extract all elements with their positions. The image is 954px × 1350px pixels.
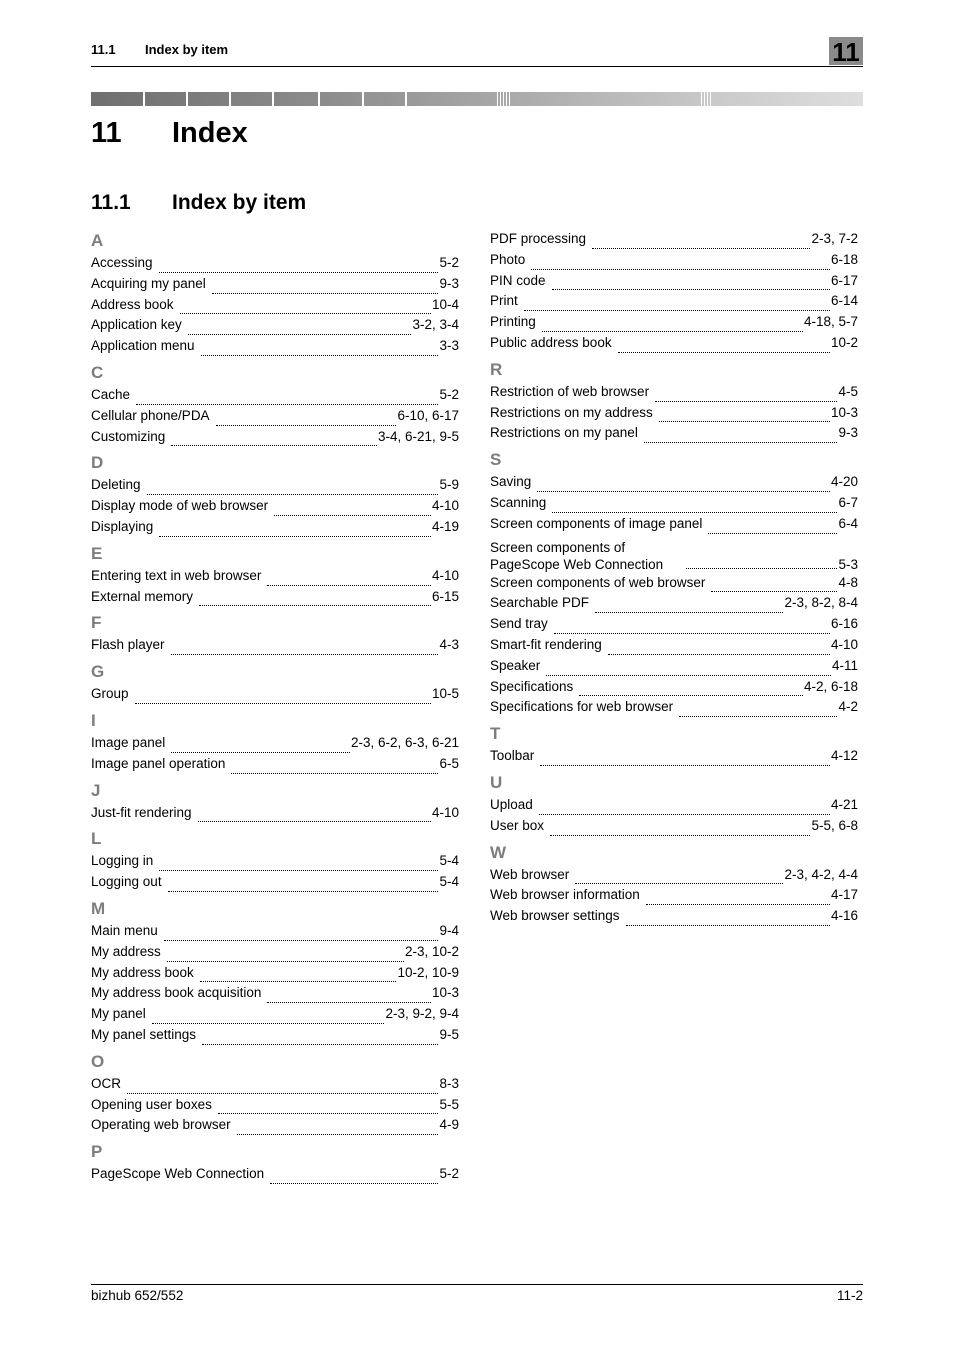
index-pages: 10-3 — [830, 404, 858, 420]
index-entry — [91, 427, 459, 448]
index-entry — [91, 684, 459, 705]
index-letter: I — [91, 710, 96, 730]
index-entry — [490, 382, 858, 403]
index-entry — [490, 593, 858, 614]
index-term: Just-fit rendering — [91, 804, 192, 820]
index-term: My panel settings — [91, 1026, 197, 1042]
dot-leader — [159, 260, 439, 273]
dot-leader — [592, 236, 810, 249]
index-letter: U — [490, 772, 503, 792]
dot-leader — [579, 683, 803, 696]
index-letter: C — [91, 362, 104, 382]
dot-leader — [537, 479, 830, 492]
index-pages: 4-2, 6-18 — [803, 678, 858, 694]
dot-leader — [267, 573, 431, 586]
index-pages: 10-2 — [830, 334, 858, 350]
dot-leader — [524, 298, 830, 311]
index-letter: J — [91, 780, 101, 800]
index-pages: 6-5 — [439, 755, 459, 771]
index-entry — [490, 906, 858, 927]
index-pages: 3-4, 6-21, 9-5 — [377, 428, 459, 444]
index-pages: 5-5 — [439, 1096, 459, 1112]
index-pages: 5-5, 6-8 — [811, 817, 858, 833]
chapter-badge: 11 — [829, 37, 863, 65]
index-term: Screen components of image panel — [490, 515, 703, 531]
dot-leader — [201, 343, 439, 356]
index-group — [91, 361, 459, 447]
index-term: Send tray — [490, 616, 548, 632]
dot-leader — [550, 823, 810, 836]
dot-leader — [237, 1122, 439, 1135]
index-pages: 9-3 — [838, 425, 858, 441]
index-term: Entering text in web browser — [91, 567, 262, 583]
index-entry — [490, 656, 858, 677]
index-entry — [91, 406, 459, 427]
dot-leader — [546, 663, 831, 676]
index-pages: 4-10 — [830, 636, 858, 652]
dot-leader — [167, 949, 404, 962]
index-pages: 4-18, 5-7 — [803, 314, 858, 330]
index-pages: 2-3, 8-2, 8-4 — [784, 595, 858, 611]
index-pages: 6-7 — [838, 494, 858, 510]
section-number: 11.1 — [91, 191, 131, 214]
index-term: Print — [490, 293, 518, 309]
index-pages: 4-3 — [439, 637, 459, 653]
index-pages: 2-3, 6-2, 6-3, 6-21 — [350, 734, 459, 750]
dot-leader — [575, 871, 783, 884]
dot-leader — [171, 740, 350, 753]
index-entry — [91, 253, 459, 274]
index-term: Searchable PDF — [490, 595, 590, 611]
index-entry — [91, 983, 459, 1004]
dot-leader — [199, 593, 431, 606]
index-term: Flash player — [91, 637, 165, 653]
index-column-right — [490, 229, 858, 931]
index-term: Screen components of web browser — [490, 574, 706, 590]
dot-leader — [686, 556, 837, 569]
index-letter: F — [91, 613, 102, 633]
index-entry — [91, 1004, 459, 1025]
index-entry — [490, 493, 858, 514]
dot-leader — [270, 1171, 438, 1184]
index-pages: 5-2 — [439, 255, 459, 270]
index-entry — [91, 1074, 459, 1095]
index-pages: 6-17 — [830, 272, 858, 288]
index-pages: 4-16 — [830, 908, 858, 924]
index-term: Group — [91, 686, 129, 702]
index-pages: 5-4 — [439, 874, 459, 890]
dot-leader — [200, 969, 397, 982]
index-pages: 10-2, 10-9 — [397, 964, 459, 980]
dot-leader — [212, 281, 439, 294]
index-pages: 4-8 — [838, 574, 858, 590]
index-group — [91, 611, 459, 656]
index-pages: 4-10 — [431, 804, 459, 820]
index-term: Web browser settings — [490, 908, 620, 924]
index-entry — [91, 385, 459, 406]
index-group — [490, 722, 858, 767]
index-entry — [490, 229, 858, 250]
index-entry — [91, 942, 459, 963]
index-entry — [490, 250, 858, 271]
index-pages: 5-4 — [439, 853, 459, 869]
index-term: Web browser information — [490, 887, 640, 903]
index-entry — [91, 1025, 459, 1046]
index-letter: D — [91, 453, 104, 473]
index-term: PDF processing — [490, 231, 587, 246]
index-entry — [490, 403, 858, 424]
index-pages: 9-3 — [439, 275, 459, 291]
dot-leader — [540, 753, 830, 766]
dot-leader — [127, 1081, 438, 1094]
chapter-number: 11 — [91, 117, 122, 149]
index-term: Customizing — [91, 428, 166, 444]
index-pages: 4-20 — [830, 474, 858, 490]
index-entry — [91, 872, 459, 893]
header-section-number: 11.1 — [91, 42, 116, 57]
index-term: Image panel operation — [91, 755, 226, 771]
index-term: Opening user boxes — [91, 1096, 212, 1112]
index-entry — [91, 963, 459, 984]
index-term: Deleting — [91, 477, 141, 493]
index-entry — [490, 423, 858, 444]
index-entry — [490, 312, 858, 333]
index-term: Specifications — [490, 678, 574, 694]
footer-page-number: 11-2 — [836, 1288, 863, 1303]
dot-leader — [159, 858, 438, 871]
index-pages: 2-3, 7-2 — [811, 231, 858, 246]
index-letter: E — [91, 543, 103, 563]
index-term: Photo — [490, 251, 526, 267]
index-pages: 10-4 — [431, 296, 459, 312]
dot-leader — [231, 761, 438, 774]
index-term: Application key — [91, 317, 182, 333]
index-pages: 8-3 — [439, 1075, 459, 1091]
index-entry — [91, 803, 459, 824]
index-pages: 2-3, 10-2 — [404, 943, 459, 959]
index-pages: 10-3 — [431, 985, 459, 1001]
dot-leader — [164, 928, 439, 941]
index-letter: R — [490, 359, 503, 379]
index-entry — [91, 336, 459, 357]
index-term: Specifications for web browser — [490, 699, 674, 715]
index-group — [490, 358, 858, 444]
index-entry — [490, 816, 858, 837]
dot-leader — [644, 430, 838, 443]
index-group — [91, 229, 459, 357]
index-entry — [490, 535, 858, 573]
index-pages: 10-5 — [431, 686, 459, 702]
index-pages: 4-5 — [838, 383, 858, 399]
dot-leader — [147, 482, 439, 495]
index-entry — [490, 865, 858, 886]
index-group — [91, 827, 459, 893]
index-pages: 4-12 — [830, 748, 858, 764]
index-term: Application menu — [91, 338, 195, 354]
dot-leader — [135, 691, 431, 704]
index-term: Logging out — [91, 874, 162, 890]
dot-leader — [708, 521, 837, 534]
index-entry — [91, 1095, 459, 1116]
index-entry — [490, 635, 858, 656]
index-pages: 4-10 — [431, 498, 459, 514]
index-pages: 4-11 — [831, 657, 858, 673]
index-term: Image panel — [91, 734, 166, 750]
index-letter: M — [91, 898, 106, 918]
index-pages: 4-9 — [439, 1117, 459, 1133]
index-term: Accessing — [91, 255, 153, 270]
dot-leader — [554, 621, 830, 634]
dot-leader — [626, 913, 830, 926]
index-term: Restrictions on my address — [490, 404, 653, 420]
index-term: User box — [490, 817, 545, 833]
index-term: Address book — [91, 296, 174, 312]
dot-leader — [595, 600, 783, 613]
index-group — [91, 451, 459, 537]
running-header — [91, 37, 863, 67]
index-entry — [490, 677, 858, 698]
index-entry — [91, 475, 459, 496]
index-letter: A — [91, 231, 104, 250]
index-entry — [91, 1164, 459, 1185]
index-letter: G — [91, 662, 105, 682]
index-group — [91, 1050, 459, 1136]
index-entry — [490, 697, 858, 718]
index-term: PageScope Web Connection — [91, 1166, 265, 1182]
index-pages: 5-2 — [439, 386, 459, 402]
dot-leader — [216, 413, 397, 426]
dot-leader — [171, 642, 439, 655]
index-entry — [490, 795, 858, 816]
dot-leader — [218, 1101, 439, 1114]
dot-leader — [552, 500, 837, 513]
index-pages: 2-3, 9-2, 9-4 — [385, 1006, 459, 1022]
index-entry — [490, 333, 858, 354]
index-entry — [490, 291, 858, 312]
dot-leader — [531, 257, 830, 270]
index-group — [91, 779, 459, 824]
index-term: Toolbar — [490, 748, 535, 764]
index-entry — [490, 614, 858, 635]
index-term: My panel — [91, 1006, 146, 1022]
index-pages: 4-19 — [431, 518, 459, 534]
index-term: Cache — [91, 386, 131, 402]
index-term: Displaying — [91, 518, 154, 534]
index-entry — [91, 587, 459, 608]
index-term: Logging in — [91, 853, 154, 869]
index-term: Speaker — [490, 657, 541, 673]
index-pages: 6-4 — [838, 515, 858, 531]
index-entry — [91, 733, 459, 754]
index-entry — [91, 851, 459, 872]
index-term: Operating web browser — [91, 1117, 231, 1133]
index-group — [91, 709, 459, 775]
index-entry — [91, 1115, 459, 1136]
dot-leader — [136, 392, 438, 405]
index-term: Display mode of web browser — [91, 498, 269, 514]
dot-leader — [655, 389, 837, 402]
index-pages: 4-17 — [830, 887, 858, 903]
dot-leader — [274, 503, 431, 516]
index-letter: O — [91, 1051, 105, 1071]
index-pages: 5-2 — [439, 1166, 459, 1182]
index-term: Web browser — [490, 866, 570, 882]
index-term: Screen components of PageScope Web Connection — [490, 539, 664, 572]
dot-leader — [711, 579, 837, 592]
index-entry — [91, 295, 459, 316]
index-pages: 6-18 — [830, 251, 858, 267]
dot-leader — [171, 433, 377, 446]
index-letter: L — [91, 829, 102, 849]
index-pages: 3-3 — [439, 338, 459, 354]
index-group — [91, 660, 459, 705]
index-entry — [490, 746, 858, 767]
index-entry — [490, 573, 858, 594]
index-letter: P — [91, 1142, 103, 1162]
index-term: My address — [91, 943, 161, 959]
dot-leader — [539, 802, 830, 815]
dot-leader — [659, 409, 830, 422]
index-group — [490, 771, 858, 837]
index-term: Saving — [490, 474, 532, 490]
index-entry — [91, 566, 459, 587]
dot-leader — [180, 301, 431, 314]
footer-product: bizhub 652/552 — [91, 1288, 184, 1303]
dot-leader — [202, 1032, 438, 1045]
dot-leader — [608, 642, 830, 655]
index-term: My address book acquisition — [91, 985, 262, 1001]
index-term: My address book — [91, 964, 194, 980]
index-pages: 4-21 — [830, 796, 858, 812]
dot-leader — [267, 990, 431, 1003]
dot-leader — [552, 277, 830, 290]
index-pages: 6-14 — [830, 293, 858, 309]
index-term: Main menu — [91, 922, 158, 938]
index-pages: 4-10 — [431, 567, 459, 583]
section-title: Index by item — [172, 191, 307, 214]
index-group — [91, 542, 459, 608]
dot-leader — [188, 322, 412, 335]
index-term: External memory — [91, 588, 194, 604]
index-entry — [91, 754, 459, 775]
dot-leader — [618, 340, 830, 353]
index-entry — [91, 315, 459, 336]
index-term: PIN code — [490, 272, 546, 288]
index-term: Acquiring my panel — [91, 275, 206, 291]
dot-leader — [646, 892, 830, 905]
index-term: Printing — [490, 314, 536, 330]
index-pages: 6-16 — [830, 616, 858, 632]
index-term: Cellular phone/PDA — [91, 407, 210, 423]
index-entry — [91, 635, 459, 656]
index-pages: 5-3 — [838, 556, 858, 572]
dot-leader — [159, 524, 431, 537]
index-entry — [490, 885, 858, 906]
index-term: Public address book — [490, 334, 612, 350]
index-letter: S — [490, 450, 502, 470]
index-letter: T — [490, 724, 501, 744]
dot-leader — [198, 809, 431, 822]
index-term: Restrictions on my panel — [490, 425, 638, 441]
index-letter: W — [490, 842, 507, 862]
index-entry — [91, 517, 459, 538]
index-term: Smart-fit rendering — [490, 636, 602, 652]
index-term: Restriction of web browser — [490, 383, 650, 399]
decorative-band — [91, 92, 863, 106]
index-term: Scanning — [490, 494, 547, 510]
header-section-title: Index by item — [145, 42, 229, 57]
index-group — [91, 1140, 459, 1185]
index-pages: 4-2 — [838, 699, 858, 715]
index-entry — [490, 514, 858, 535]
index-pages: 5-9 — [439, 477, 459, 493]
index-column-left — [91, 229, 459, 1189]
index-term: Upload — [490, 796, 533, 812]
index-pages: 6-15 — [431, 588, 459, 604]
index-entry — [91, 921, 459, 942]
index-entry — [91, 496, 459, 517]
index-pages: 3-2, 3-4 — [412, 317, 459, 333]
index-pages: 6-10, 6-17 — [397, 407, 459, 423]
index-entry — [490, 271, 858, 292]
dot-leader — [152, 1011, 385, 1024]
index-term: OCR — [91, 1075, 121, 1091]
dot-leader — [679, 704, 837, 717]
chapter-title: Index — [172, 117, 248, 149]
index-group — [91, 897, 459, 1046]
dot-leader — [542, 319, 803, 332]
index-entry — [490, 472, 858, 493]
index-pages: 9-4 — [439, 922, 459, 938]
index-group — [490, 448, 858, 718]
index-entry — [91, 274, 459, 295]
dot-leader — [168, 879, 439, 892]
page-footer — [91, 1284, 863, 1309]
index-pages: 2-3, 4-2, 4-4 — [784, 866, 858, 882]
index-group — [490, 229, 858, 354]
index-pages: 9-5 — [439, 1026, 459, 1042]
index-group — [490, 841, 858, 927]
